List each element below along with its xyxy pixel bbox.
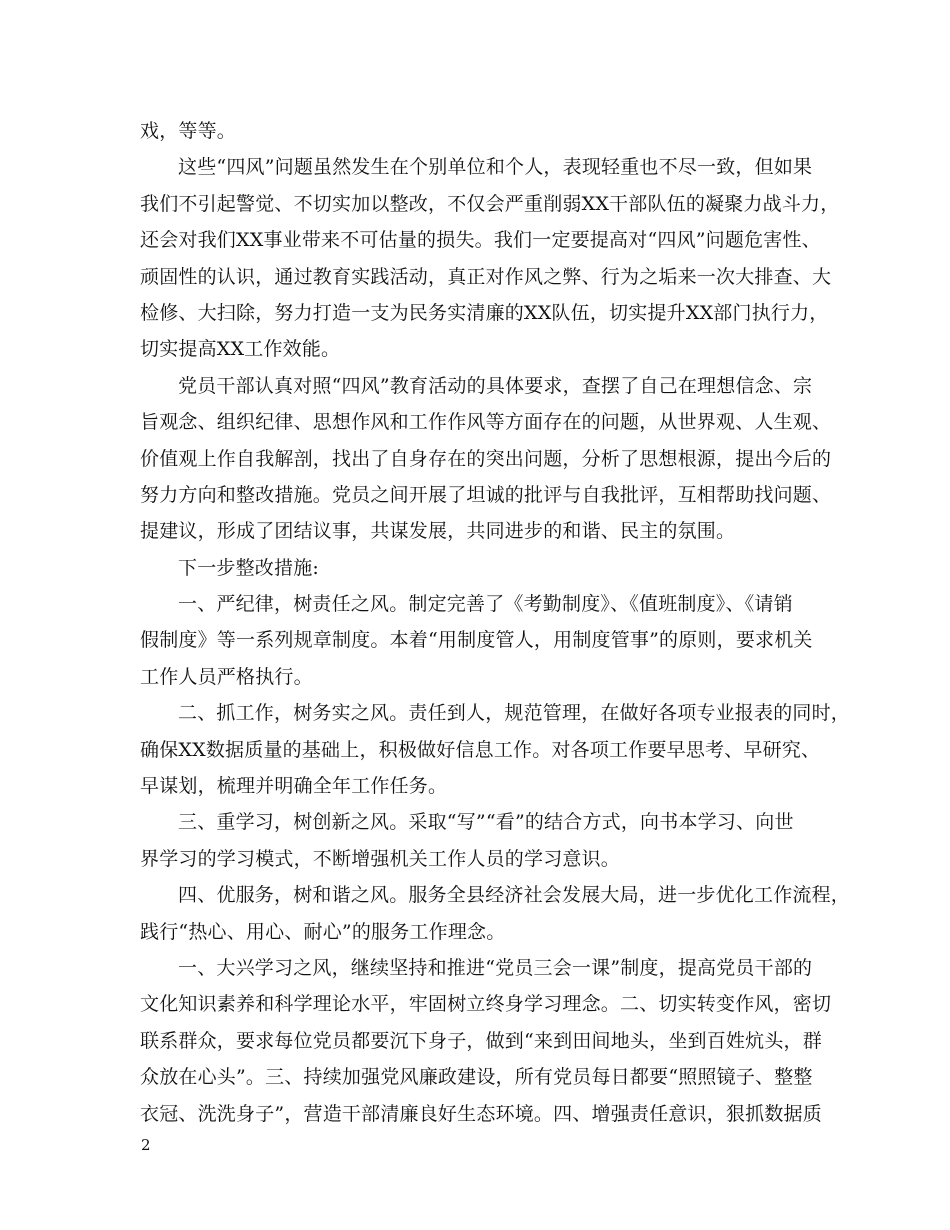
text-line: 四、优服务，树和谐之风。服务全县经济社会发展大局，进一步优化工作流程， xyxy=(178,884,851,907)
text-line: 我们不引起警觉、不切实加以整改，不仅会严重削弱XX干部队伍的凝聚力战斗力， xyxy=(140,192,840,215)
text-line: 衣冠、洗洗身子”，营造干部清廉良好生态环境。四、增强责任意识，狠抓数据质 xyxy=(140,1102,822,1125)
text-line: 二、抓工作，树务实之风。责任到人，规范管理，在做好各项专业报表的同时， xyxy=(178,702,851,725)
text-line: 早谋划，梳理并明确全年工作任务。 xyxy=(140,775,448,798)
text-line: 界学习的学习模式，不断增强机关工作人员的学习意识。 xyxy=(140,847,621,870)
text-line: 众放在心头”。三、持续加强党风廉政建设，所有党员每日都要“照照镜子、整整 xyxy=(140,1066,813,1089)
text-line: 戏，等等。 xyxy=(140,120,237,142)
text-line: 一、大兴学习之风，继续坚持和推进“党员三会一课”制度，提高党员干部的 xyxy=(178,956,813,979)
page-number: 2 xyxy=(141,1136,151,1154)
text-line: 假制度》等一系列规章制度。本着“用制度管人，用制度管事”的原则，要求机关 xyxy=(140,629,813,652)
text-line: 践行“热心、用心、耐心”的服务工作理念。 xyxy=(140,920,506,943)
text-line: 文化知识素养和科学理论水平，牢固树立终身学习理念。二、切实转变作风，密切 xyxy=(140,993,832,1016)
text-line: 一、严纪律，树责任之风。制定完善了《考勤制度》、《值班制度》、《请销 xyxy=(178,593,793,616)
text-line: 下一步整改措施: xyxy=(178,556,320,579)
text-line: 这些“四风”问题虽然发生在个别单位和个人，表现轻重也不尽一致，但如果 xyxy=(178,156,813,179)
text-line: 工作人员严格执行。 xyxy=(140,665,313,688)
text-line: 确保XX数据质量的基础上，积极做好信息工作。对各项工作要早思考、早研究、 xyxy=(140,738,821,761)
text-line: 旨观念、组织纪律、思想作风和工作作风等方面存在的问题，从世界观、人生观、 xyxy=(140,411,832,434)
text-line: 切实提高XX工作效能。 xyxy=(140,338,341,361)
text-line: 三、重学习，树创新之风。采取“写”“看”的结合方式，向书本学习、向世 xyxy=(178,811,794,834)
text-line: 检修、大扫除，努力打造一支为民务实清廉的XX队伍，切实提升XX部门执行力， xyxy=(140,301,829,324)
text-line: 还会对我们XX事业带来不可估量的损失。我们一定要提高对“四风”问题危害性、 xyxy=(140,229,821,252)
text-line: 努力方向和整改措施。党员之间开展了坦诚的批评与自我批评，互相帮助找问题、 xyxy=(140,483,832,506)
text-line: 党员干部认真对照“四风”教育活动的具体要求，查摆了自己在理想信念、宗 xyxy=(178,374,813,397)
text-line: 价值观上作自我解剖，找出了自身存在的突出问题，分析了思想根源，提出今后的 xyxy=(140,447,832,470)
text-line: 提建议，形成了团结议事，共谋发展，共同进步的和谐、民主的氛围。 xyxy=(140,520,736,543)
document-body xyxy=(140,113,851,1132)
text-line: 联系群众，要求每位党员都要沉下身子，做到“来到田间地头，坐到百姓炕头，群 xyxy=(140,1029,822,1052)
text-line: 顽固性的认识，通过教育实践活动，真正对作风之弊、行为之垢来一次大排查、大 xyxy=(140,265,832,288)
